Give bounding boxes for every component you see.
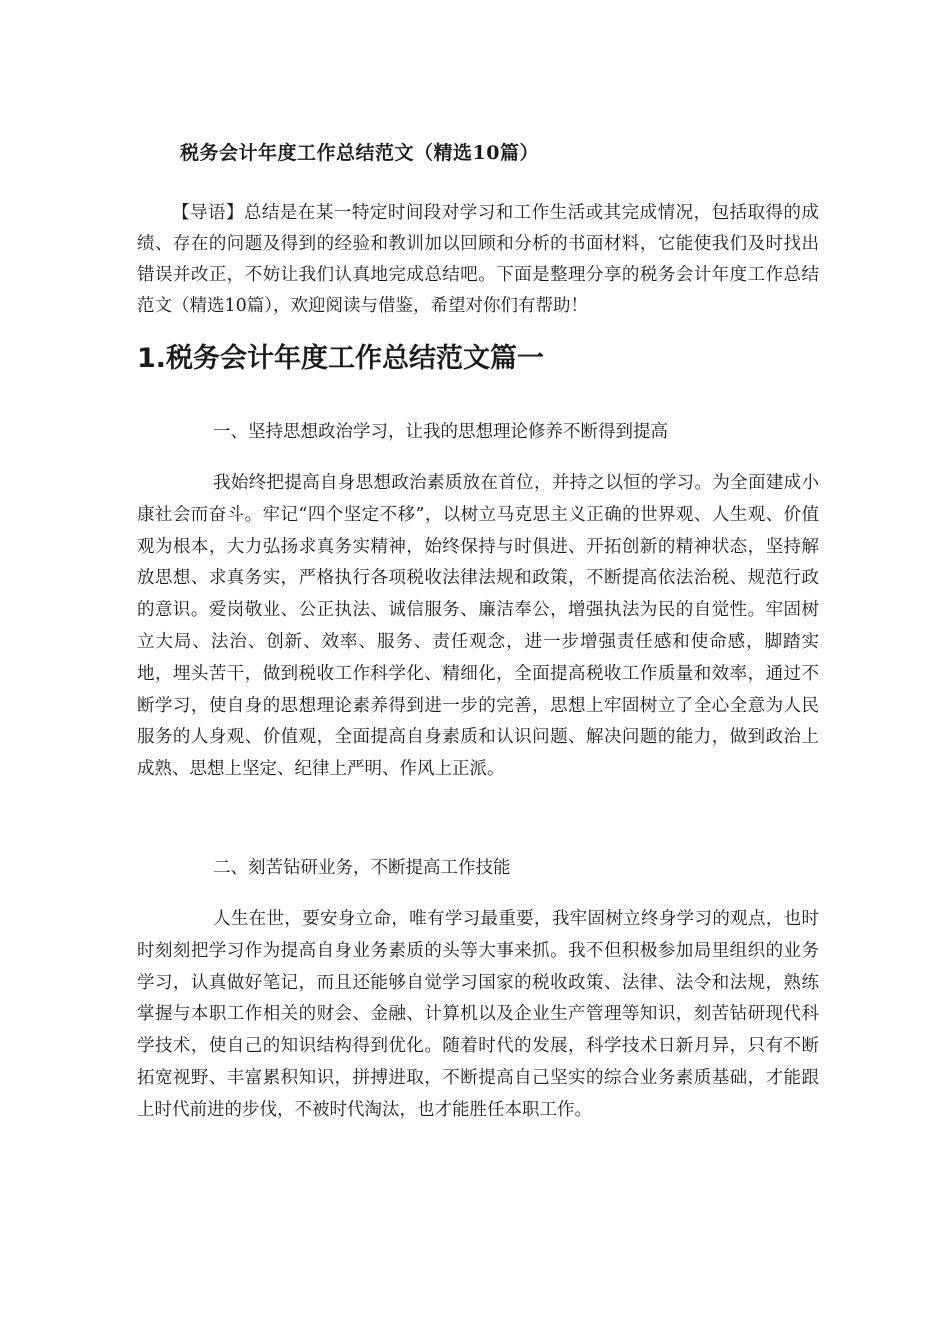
document-title: 税务会计年度工作总结范文（精选10篇）	[180, 142, 539, 164]
intro-paragraph: 【导语】总结是在某一特定时间段对学习和工作生活或其完成情况，包括取得的成绩、存在的问题及得到的经验和教训加以回顾和分析的书面材料，它能使我们及时找出错误并改正，不妨让我们认真地完成总结吧。下面是整理分享的税务会计年度工作总结范文（精选10篇），欢迎阅读与借鉴，希望对你们有帮助！	[137, 203, 819, 316]
body-paragraph-1: 我始终把提高自身思想政治素质放在首位，并持之以恒的学习。为全面建成小康社会而奋斗。牢记“四个坚定不移”，以树立马克思主义正确的世界观、人生观、价值观为根本，大力弘扬求真务实精神，始终保持与时俱进、开拓创新的精神状态，坚持解放思想、求真务实，严格执行各项税收法律法规和政策，不断提高依法治税、规范行政的意识。爱岗敬业、公正执法、诚信服务、廉洁奉公，增强执法为民的自觉性。牢固树立大局、法治、创新、效率、服务、责任观念，进一步增强责任感和使命感，脚踏实地，埋头苦干，做到税收工作科学化、精细化，全面提高税收工作质量和效率，通过不断学习，使自身的思想理论素养得到进一步的完善，思想上牢固树立了全心全意为人民服务的人身观、价值观，全面提高自身素质和认识问题、解决问题的能力，做到政治上成熟、思想上坚定、纪律上严明、作风上正派。	[137, 473, 819, 780]
section-heading: 1.税务会计年度工作总结范文篇一	[137, 343, 545, 374]
body-paragraph-2: 人生在世，要安身立命，唯有学习最重要，我牢固树立终身学习的观点，也时时刻刻把学习作为提高自身业务素质的头等大事来抓。我不但积极参加局里组织的业务学习，认真做好笔记，而且还能够自觉学习国家的税收政策、法律、法令和法规，熟练掌握与本职工作相关的财会、金融、计算机以及企业生产管理等知识，刻苦钻研现代科学技术，使自己的知识结构得到优化。随着时代的发展，科学技术日新月异，只有不断拓宽视野、丰富累积知识，拼搏进取，不断提高自己坚实的综合业务素质基础，才能跟上时代前进的步伐，不被时代淘汰，也才能胜任本职工作。	[137, 909, 819, 1120]
subheading-1: 一、坚持思想政治学习，让我的思想理论修养不断得到提高	[213, 422, 668, 442]
subheading-2: 二、刻苦钻研业务，不断提高工作技能	[213, 858, 511, 878]
